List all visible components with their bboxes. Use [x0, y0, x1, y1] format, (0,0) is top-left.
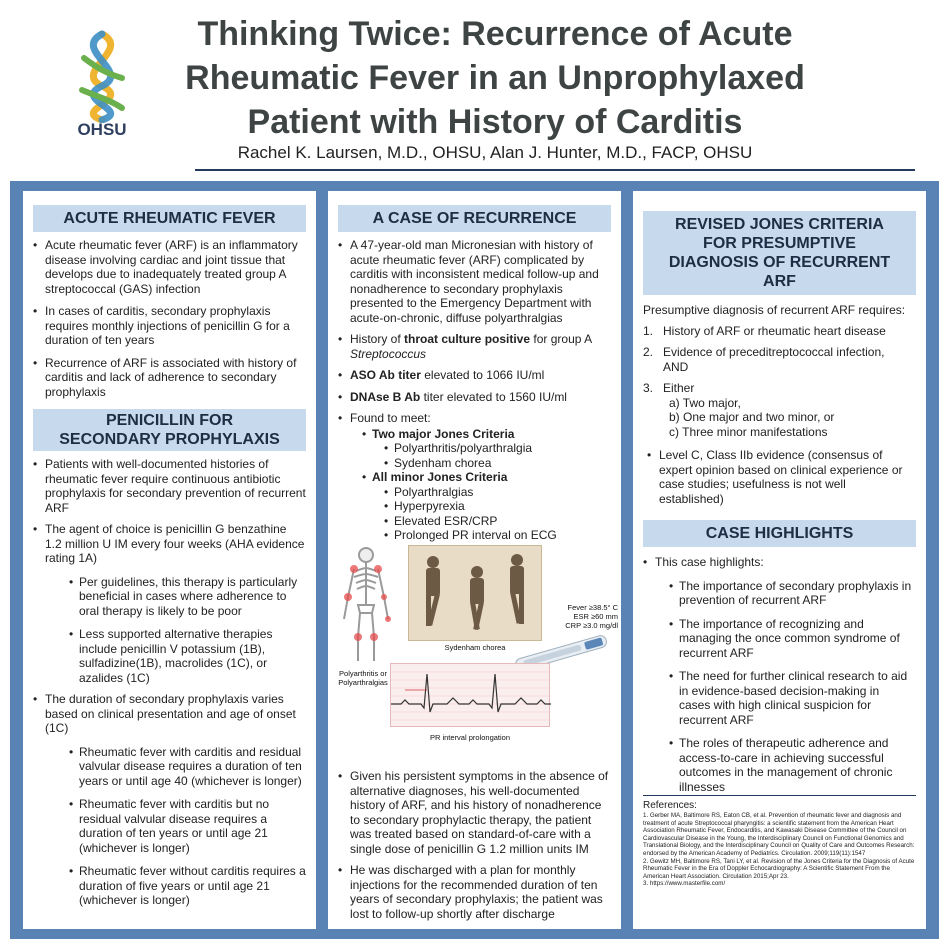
- sub-item: • Polyarthritis/polyarthralgia: [384, 441, 611, 456]
- dancing-children-icon: [409, 546, 543, 642]
- title-line: Thinking Twice: Recurrence of Acute: [197, 15, 793, 53]
- penicillin-list: [33, 457, 306, 908]
- item-number: 2.: [643, 345, 654, 359]
- polyarthritis-caption: Polyarthritis or Polyarthralgias: [338, 669, 388, 687]
- authors-line: Rachel K. Laursen, M.D., OHSU, Alan J. Hunter, M.D., FACP, OHSU: [237, 143, 753, 162]
- section-heading-arf: ACUTE RHEUMATIC FEVER: [33, 205, 306, 232]
- text-span: History of: [350, 332, 405, 346]
- sub-item: • The roles of therapeutic adherence and access-to-care in achieving successful outcomes in the management of chronic illnesses: [669, 736, 912, 794]
- skeleton-icon: [336, 545, 396, 665]
- item-number: 1.: [643, 323, 654, 338]
- sub-item: • Per guidelines, this therapy is particularly beneficial in cases where adherence to oral therapy is likely to be poor: [69, 575, 306, 619]
- list-item: • Level C, Class IIb evidence (consensus of expert opinion based on clinical experience or case studies; usefulness is not well established): [647, 448, 912, 506]
- section-heading-jones: REVISED JONES CRITERIA FOR PRESUMPTIVE DIAGNOSIS OF RECURRENT ARF: [643, 211, 916, 295]
- text-bold: Two major Jones Criteria: [372, 426, 515, 441]
- list-item: [338, 411, 611, 543]
- pr-caption: PR interval prolongation: [429, 733, 511, 742]
- highlights-list: [643, 555, 912, 794]
- sub-item: • The need for further clinical research to aid in evidence-based decision-making in cases with high clinical suspicion for recurrent ARF: [669, 669, 912, 727]
- jones-intro: Presumptive diagnosis of recurrent ARF requires:: [643, 303, 906, 317]
- sub-item: • Sydenham chorea: [384, 456, 611, 471]
- references-heading: References:: [643, 800, 697, 811]
- poster-title: [150, 12, 840, 144]
- sub-sub-list: [384, 441, 611, 470]
- helix-logo-icon: [62, 28, 142, 123]
- title-line: Rheumatic Fever in an Unprophylaxed: [185, 59, 805, 97]
- jones-criteria-figure: [328, 541, 621, 763]
- text-bold: DNAse B Ab: [350, 389, 421, 404]
- list-item-text: The duration of secondary prophylaxis varies based on clinical presentation and age of onset (1C): [45, 692, 296, 735]
- sub-item: • Rheumatic fever with carditis and residual valvular disease requires a duration of ten years or until age 40 (whichever is longer): [69, 745, 306, 789]
- ecg-strip: [390, 663, 550, 727]
- sub-item: • The importance of recognizing and managing the once common syndrome of recurrent ARF: [669, 617, 912, 661]
- list-item-text: This case highlights:: [655, 555, 764, 569]
- section-heading-penicillin: PENICILLIN FOR SECONDARY PROPHYLAXIS: [33, 409, 306, 451]
- ecg-trace-icon: [391, 664, 551, 728]
- list-item: • Given his persistent symptoms in the absence of alternative diagnoses, his well-documented history of ARF, and his history of nonadherence to secondary prophylactic therapy, the patient was treated based on standard-of-care with a single dose of penicillin G 1.2 million units IM: [338, 769, 611, 856]
- item-text: History of ARF or rheumatic heart disease: [663, 323, 886, 338]
- sydenham-chorea-image: [408, 545, 542, 641]
- sub-item: [362, 427, 611, 471]
- evidence-list: [647, 448, 912, 506]
- sub-item: • Polyarthralgias: [384, 485, 611, 500]
- reference-item: 2. Gewitz MH, Baltimore RS, Tani LY, et al. Revision of the Jones Criteria for the Diagnosis of Acute Rheumatic Fever in the Era of Doppler Echocardiography: A Scientific Statement From the American Heart Association. Circulation 2015;Apr 23.: [643, 857, 915, 880]
- list-item: • A 47-year-old man Micronesian with history of acute rheumatic fever (ARF) complicated by carditis with inconsistent medical follow-up and nonadherence to secondary prophylaxis presented to the Emergency Department with acute-on-chronic, diffuse polyarthralgias: [338, 238, 611, 325]
- section-heading-highlights: CASE HIGHLIGHTS: [643, 520, 916, 547]
- references-section: [643, 795, 916, 888]
- list-item: [643, 555, 912, 794]
- sub-item: • Less supported alternative therapies include penicillin V potassium (1B), sulfadizine(1B), macrolides (1C), or azalides (1C): [69, 627, 306, 685]
- list-item: [643, 324, 912, 339]
- poster-header: [0, 0, 949, 178]
- text-bold: ASO Ab titer: [350, 368, 421, 382]
- column-middle: [328, 191, 621, 929]
- sub-item: • Elevated ESR/CRP: [384, 514, 611, 529]
- reference-item: 1. Gerber MA, Baltimore RS, Eaton CB, et al. Prevention of rheumatic fever and diagnosis and treatment of acute Streptococcal pharyngitis: a scientific statement from the American Heart Association Rheumatic Fever, Endocarditis, and Kawasaki Disease Committee of the Council on Cardiovascular Disease in the Young, the Interdisciplinary Council on Functional Genomics and Translational Biology, and the Interdisciplinary Council on Quality of Care and Outcomes Research: endorsed by the American Academy of Pediatrics. Circulation. 2009;119(11):1547: [643, 812, 915, 857]
- text-bold: All minor Jones Criteria: [372, 470, 508, 484]
- sub-item: • Prolonged PR interval on ECG: [384, 528, 611, 543]
- arf-list: [33, 238, 306, 399]
- section-heading-case: A CASE OF RECURRENCE: [338, 205, 611, 232]
- list-item-text: The agent of choice is penicillin G benzathine 1.2 million U IM every four weeks (AHA evidence rating 1A): [45, 522, 305, 565]
- list-item: [338, 332, 611, 361]
- header-divider: [195, 169, 915, 171]
- list-item: • In cases of carditis, secondary prophylaxis requires monthly injections of penicillin G for a duration of ten years: [33, 304, 306, 348]
- list-item: [33, 522, 306, 685]
- fever-line: CRP ≥3.0 mg/dl: [565, 621, 618, 630]
- list-item: [643, 381, 912, 439]
- list-item: [33, 692, 306, 908]
- list-item: [643, 345, 912, 374]
- sub-list: [669, 579, 912, 795]
- sub-item: • Hyperpyrexia: [384, 499, 611, 514]
- column-left: [23, 191, 316, 929]
- sub-list: [69, 575, 306, 686]
- option-item: c) Three minor manifestations: [669, 424, 828, 439]
- fever-caption: [546, 603, 618, 630]
- chorea-caption: Sydenham chorea: [444, 643, 506, 652]
- text-span: titer elevated to 1560 IU/ml: [420, 389, 567, 404]
- item-text: Either: [663, 381, 695, 395]
- title-line: Patient with History of Carditis: [247, 103, 743, 141]
- list-item: [338, 390, 611, 405]
- list-item: • Recurrence of ARF is associated with history of carditis and lack of adherence to secondary prophylaxis: [33, 356, 306, 400]
- logo-text: OHSU: [77, 120, 127, 139]
- option-item: b) One major and two minor, or: [669, 410, 835, 424]
- text-span: elevated to 1066 IU/ml: [420, 368, 545, 382]
- option-item: a) Two major,: [669, 395, 741, 410]
- list-item: • Patients with well-documented histories of rheumatic fever require continuous antibiotic prophylaxis for secondary prevention of recurrent ARF: [33, 457, 306, 515]
- sub-item: • Rheumatic fever without carditis requires a duration of five years or until age 21 (whichever is longer): [69, 864, 306, 908]
- poster-body: [10, 181, 939, 939]
- text-bold: throat culture positive: [404, 332, 531, 346]
- either-options: [669, 396, 912, 440]
- column-right: [633, 191, 926, 929]
- sub-item: • The importance of secondary prophylaxis in prevention of recurrent ARF: [669, 579, 912, 608]
- jones-list: [643, 324, 912, 440]
- fever-line: Fever ≥38.5° C: [567, 603, 618, 612]
- list-item: [338, 368, 611, 383]
- list-item-text: Found to meet:: [350, 411, 431, 425]
- sub-item: [362, 470, 611, 543]
- list-item: • Acute rheumatic fever (ARF) is an inflammatory disease involving cardiac and joint tissue that develops due to inadequately treated group A streptococcal (GAS) infection: [33, 238, 306, 296]
- case-list-continued: [338, 769, 611, 921]
- reference-item: 3. https://www.masterfile.com/: [643, 880, 726, 888]
- list-item: • He was discharged with a plan for monthly injections for the recommended duration of ten years of secondary prophylaxis; the patient was lost to follow-up shortly after discharge: [338, 863, 611, 921]
- text-italic: Streptococcus: [350, 346, 427, 361]
- sub-list: [362, 427, 611, 543]
- item-text: Evidence of preceditreptococcal infection, AND: [663, 345, 885, 374]
- sub-item: • Rheumatic fever with carditis but no residual valvular disease requires a duration of ten years or until age 21 (whichever is longer): [69, 797, 306, 855]
- sub-sub-list: [384, 485, 611, 543]
- sub-list: [69, 745, 306, 908]
- item-number: 3.: [643, 381, 654, 395]
- case-list: [338, 238, 611, 543]
- fever-line: ESR ≥60 mm: [573, 612, 618, 621]
- text-span: for group A: [530, 332, 593, 346]
- ohsu-logo: [62, 28, 142, 148]
